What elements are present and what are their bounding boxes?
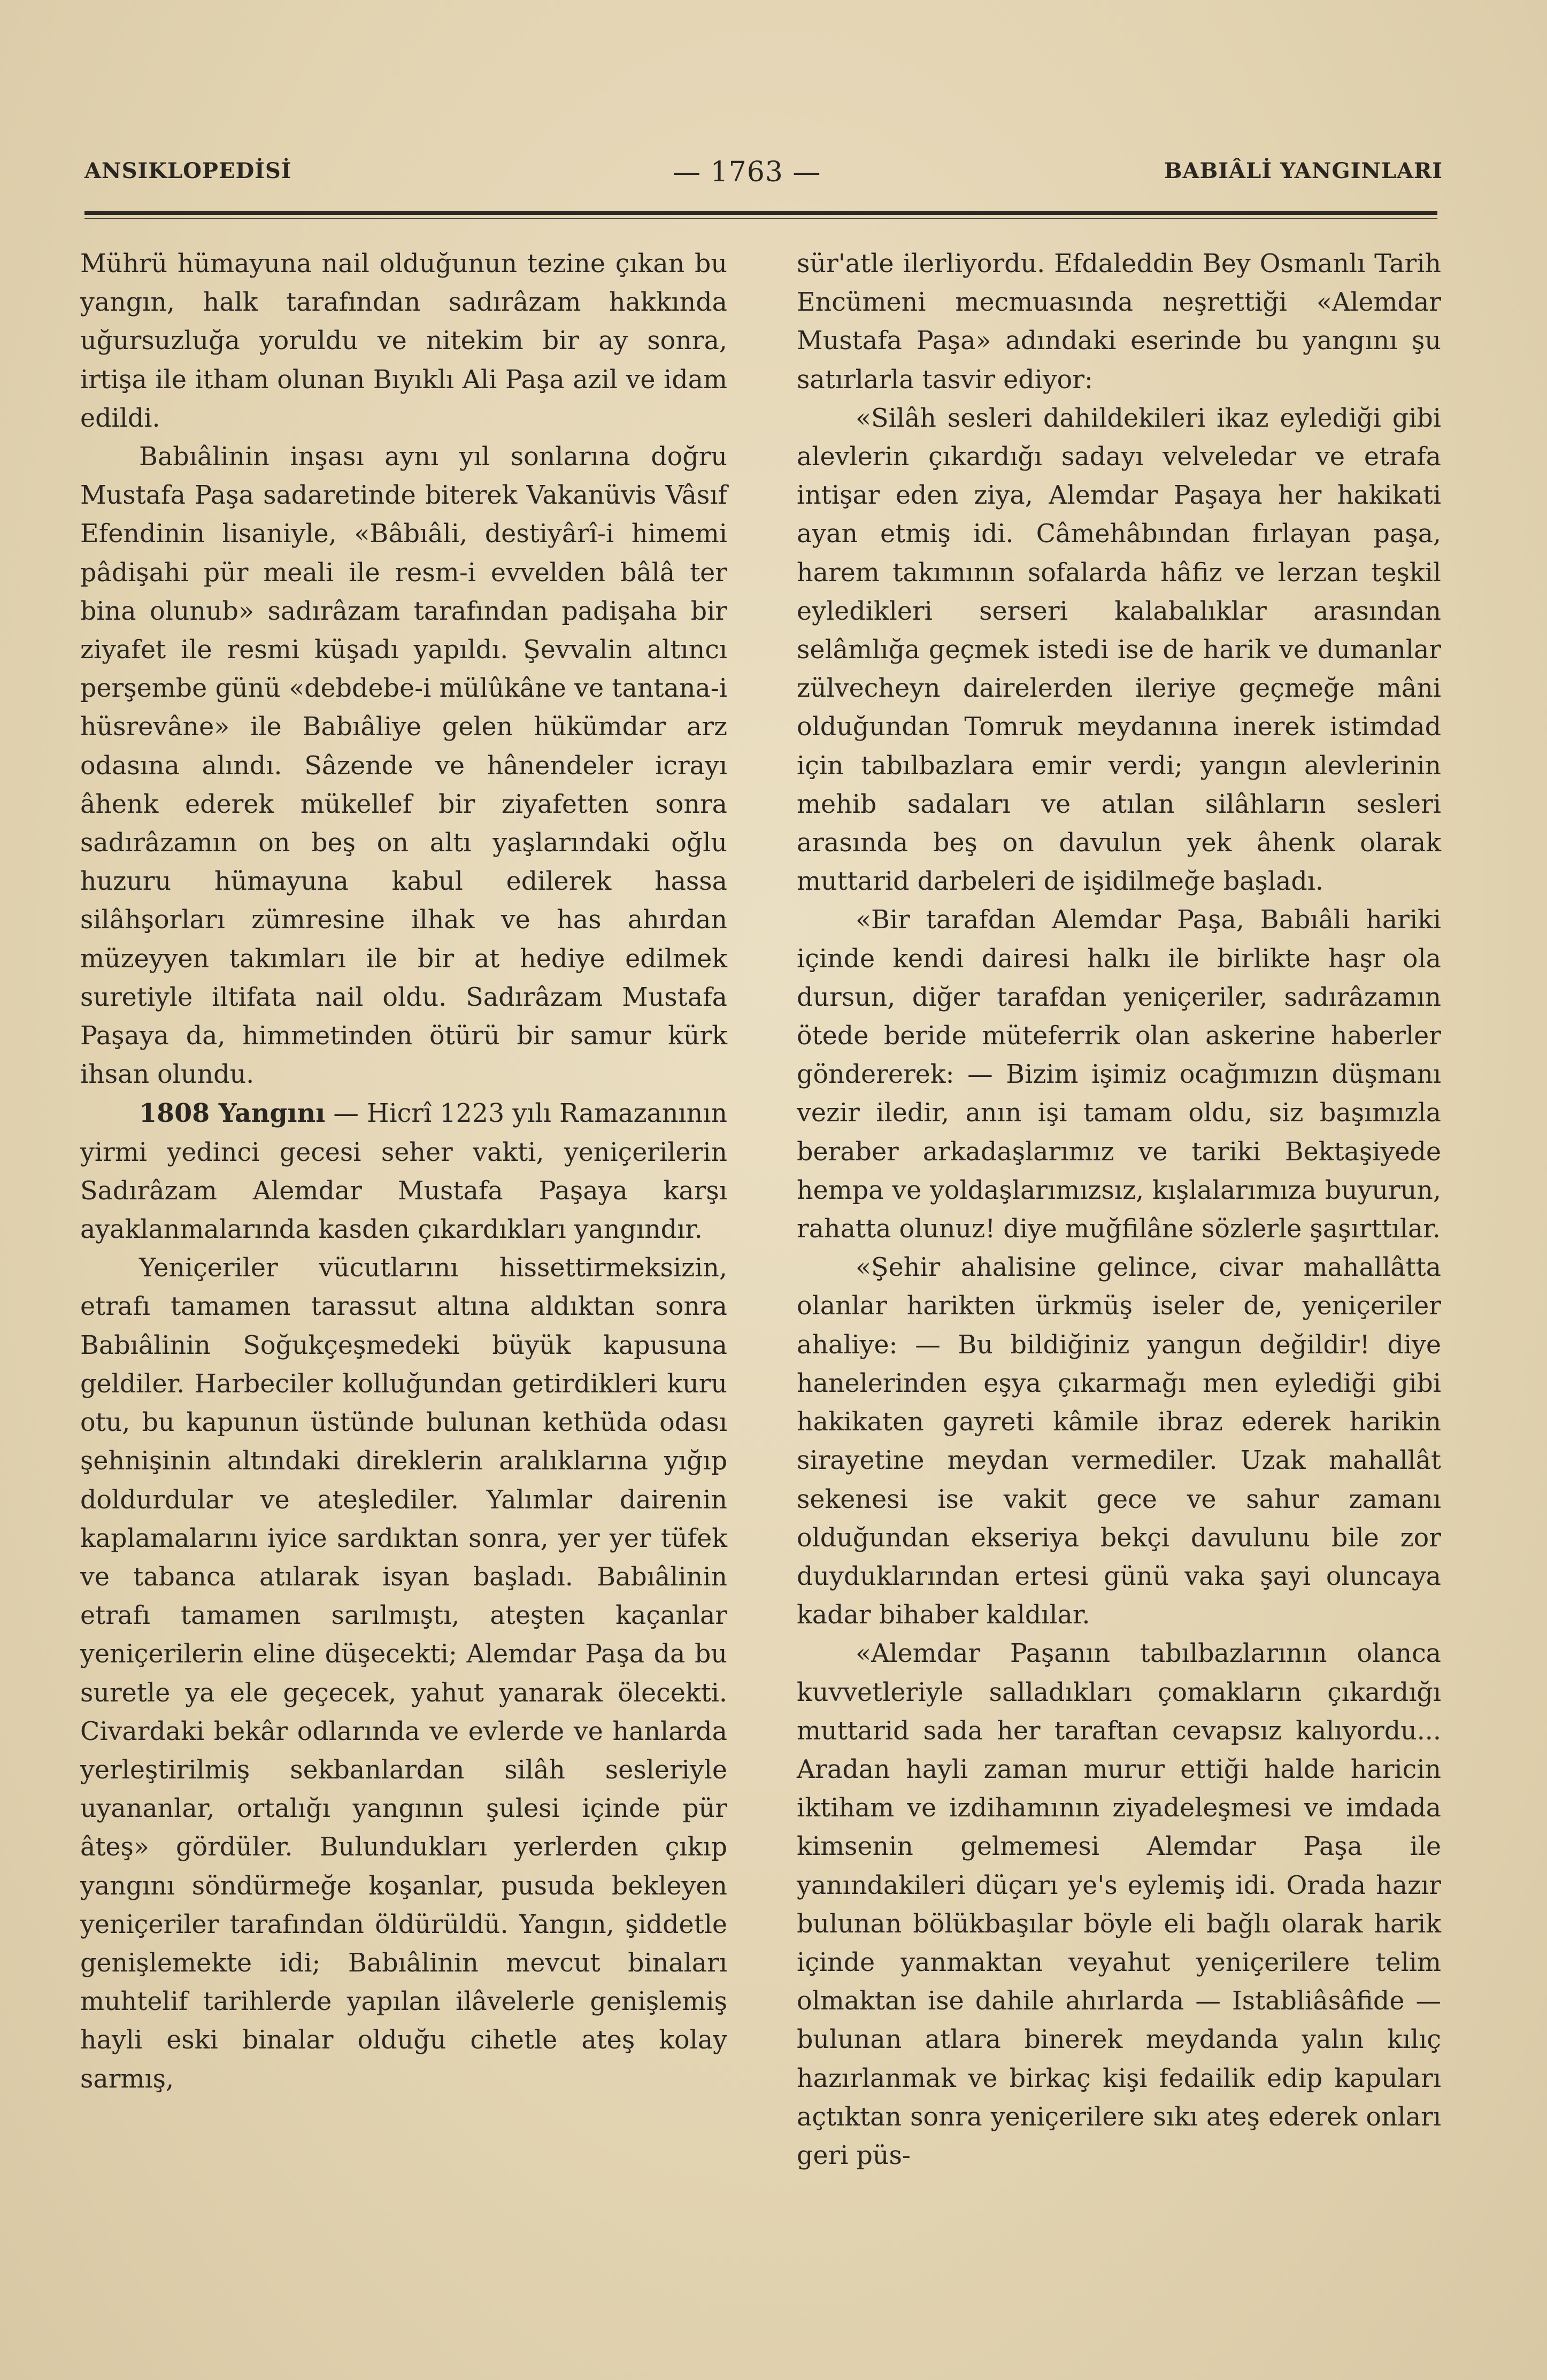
right-column — [797, 245, 1441, 2175]
header-section-title: BABIÂLİ YANGINLARI — [1164, 158, 1443, 183]
header-rule-thin — [84, 218, 1437, 219]
paragraph: Mührü hümayuna nail olduğunun tezine çıkan bu yangın, halk tarafından sadırâzam hakkında uğursuzluğa yoruldu ve nitekim bir ay sonra, irtişa ile itham olunan Bıyıklı Ali Paşa azil ve idam edildi. — [80, 249, 727, 433]
paragraph: «Silâh sesleri dahildekileri ikaz eylediği gibi alevlerin çıkardığı sadayı velveledar ve etrafa intişar eden ziya, Alemdar Paşaya her hakikati ayan etmiş idi. Câmehâbından fırlayan paşa, harem takımının sofalarda hâfiz ve lerzan teşkil eyledikleri serseri kalabalıklar arasından selâmlığa geçmek istedi ise de harik ve dumanlar zülvecheyn dairelerden ileriye geçmeğe mâni olduğundan Tomruk meydanına inerek istimdad için tabılbazlara emir verdi; yangın alevlerinin mehib sadaları ve atılan silâhların sesleri arasında beş on davulun yek âhenk olarak muttarid darbeleri de işidilmeğe başladı. — [797, 403, 1441, 897]
paragraph: sür'atle ilerliyordu. Efdaleddin Bey Osmanlı Tarih Encümeni mecmuasında neşrettiği «Alemdar Mustafa Paşa» adındaki eserinde bu yangını şu satırlarla tasvir ediyor: — [797, 249, 1441, 395]
running-header — [84, 158, 1443, 196]
header-encyclopedia-title: ANSIKLOPEDİSİ — [84, 158, 292, 183]
left-column — [80, 245, 727, 2099]
paragraph: Yeniçeriler vücutlarını hissettirmeksizin, etrafı tamamen tarassut altına aldıktan sonra Babıâlinin Soğukçeşmedeki büyük kapusuna geldiler. Harbeciler kolluğundan getirdikleri kuru otu, bu kapunun üstünde bulunan kethüda odası şehnişinin altındaki direklerin aralıklarına yığıp doldurdular ve ateşlediler. Yalımlar dairenin kaplamalarını iyice sardıktan sonra, yer yer tüfek ve tabanca atılarak isyan başladı. Babıâlinin etrafı tamamen sarılmıştı, ateşten kaçanlar yeniçerilerin eline düşecekti; Alemdar Paşa da bu suretle ya ele geçecek, yahut yanarak ölecekti. Civardaki bekâr odlarında ve evlerde ve hanlarda yerleştirilmiş sekbanlardan silâh sesleriyle uyananlar, ortalığı yangının şulesi içinde pür âteş» gördüler. Bulundukları yerlerden çıkıp yangını söndürmeğe koşanlar, pusuda bekleyen yeniçeriler tarafından öldürüldü. Yangın, şiddetle genişlemekte idi; Babıâlinin mevcut binaları muhtelif tarihlerde yapılan ilâvelerle genişlemiş hayli eski binalar olduğu cihetle ateş kolay sarmış, — [80, 1253, 727, 2094]
header-page-number: — 1763 — — [673, 156, 821, 188]
paragraph: «Şehir ahalisine gelince, civar mahallâtta olanlar harikten ürkmüş iseler de, yeniçeriler ahaliye: — Bu bildiğiniz yangun değildir! diye hanelerinden eşya çıkarmağı men eylediği gibi hakikaten gayreti kâmile ibraz ederek harikin sirayetine meydan vermediler. Uzak mahallât sekenesi ise vakit gece ve sahur zamanı olduğundan ekseriya bekçi davulunu bile zor duyduklarından ertesi günü vaka şayi oluncaya kadar bihaber kaldılar. — [797, 1253, 1441, 1630]
header-rule — [84, 211, 1437, 215]
paragraph: «Alemdar Paşanın tabılbazlarının olanca kuvvetleriyle salladıkları çomakların çıkardığı muttarid sada her taraftan cevapsız kalıyordu... Aradan hayli zaman murur ettiği halde haricin iktiham ve izdihamının ziyadeleşmesi ve imdada kimsenin gelmemesi Alemdar Paşa ile yanındakileri düçarı ye's eylemiş idi. Orada hazır bulunan bölükbaşılar böyle eli bağlı olarak harik içinde yanmaktan veyahut yeniçerilere telim olmaktan ise dahile ahırlarda — Istabliâsâfide — bulunan atlara binerek meydanda yalın kılıç hazırlanmak ve birkaç kişi fedailik edip kapuları açtıktan sonra yeniçerilere sıkı ateş ederek onları geri püs- — [797, 1639, 1441, 2170]
paragraph — [80, 1094, 727, 1249]
paragraph: «Bir tarafdan Alemdar Paşa, Babıâli hariki içinde kendi dairesi halkı ile birlikte haşr ola dursun, diğer tarafdan yeniçeriler, sadırâzamın ötede beride müteferrik olan askerine haberler göndererek: — Bizim işimiz ocağımızın düşmanı vezir iledir, anın işi tamam oldu, siz başımızla beraber arkadaşlarımız ve tariki Bektaşiyede hempa ve yoldaşlarımızsız, kışlalarımıza buyurun, rahatta olunuz! diye muğfilâne sözlerle şaşırttılar. — [797, 905, 1441, 1244]
paragraph-text: — Hicrî 1223 yılı Ramazanının yirmi yedinci gecesi seher vakti, yeniçerilerin Sadırâzam Alemdar Mustafa Paşaya karşı ayaklanmalarında kasden çıkardıkları yangındır. — [80, 1099, 727, 1245]
section-heading: 1808 Yangını — [139, 1098, 326, 1129]
paragraph: Babıâlinin inşası aynı yıl sonlarına doğru Mustafa Paşa sadaretinde biterek Vakanüvis Vâsıf Efendinin lisaniyle, «Bâbıâli, destiyârî-i himemi pâdişahi pür meali ile resm-i evvelden bâlâ ter bina olunub» sadırâzam tarafından padişaha bir ziyafet ile resmi küşadı yapıldı. Şevvalin altıncı perşembe günü «debdebe-i mülûkâne ve tantana-i hüsrevâne» ile Babıâliye gelen hükümdar arz odasına alındı. Sâzende ve hânendeler icrayı âhenk ederek mükellef bir ziyafetten sonra sadırâzamın on beş on altı yaşlarındaki oğlu huzuru hümayuna kabul edilerek hassa silâhşorları zümresine ilhak ve has ahırdan müzeyyen takımları ile bir at hediye edilmek suretiyle iltifata nail oldu. Sadırâzam Mustafa Paşaya da, himmetinden ötürü bir samur kürk ihsan olundu. — [80, 442, 727, 1090]
